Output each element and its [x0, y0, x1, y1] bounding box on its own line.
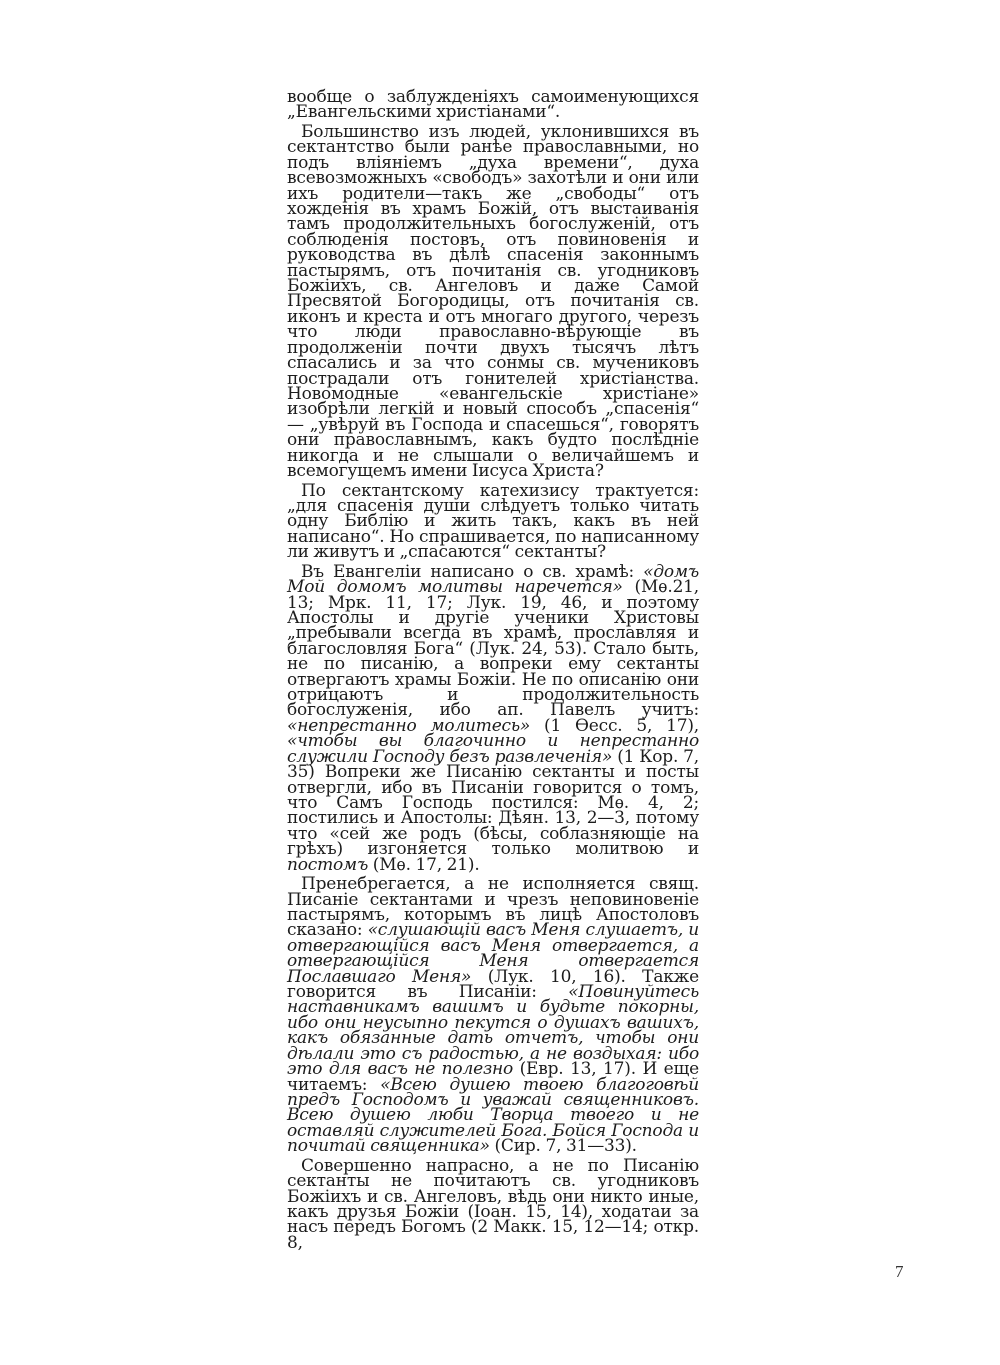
paragraph	[287, 480, 699, 563]
paragraph	[287, 121, 699, 482]
text-run: (1 Ѳесс. 5, 17),	[530, 715, 699, 736]
paragraph	[287, 874, 699, 1157]
text-run: (Мѳ.21, 13; Мрк. 11, 17; Лук. 19, 46, и поэтому Апостолы и другiе ученики Христовы „пребывали всегда въ храмѣ, прославляя и благословляя Бога“ (Лук. 24, 53). Стало быть, не по писанiю, а вопреки ему сектанты отвергаютъ храмы Божiи. Не по описанiю они отрицаютъ и продолжительность богослуженiя, ибо ап. Павелъ учитъ:	[287, 577, 699, 721]
text-run: Совершенно напрасно, а не по Писанiю сектанты не почитаютъ св. угодниковъ Божiихъ и св. Ангеловъ, вѣдь они никто иные, какъ друзья Божiи (Iоан. 15, 14), ходатаи за насъ передъ Богомъ (2 Макк. 15, 12—14; откр. 8,	[287, 1155, 699, 1253]
scripture-quote: «Повинуйтесь наставникамъ вашимъ и будьте покорны, ибо они неусыпно пекутся о душахъ вашихъ, какъ обязанные дать отчетъ, чтобы они дѣлали это съ радостью, а не воздыхая: ибо это для васъ не полезно	[287, 982, 699, 1080]
scripture-quote: постомъ	[287, 854, 369, 875]
text-run: Пренебрегается, а не исполняется свящ. Писанiе сектантами и чрезъ неповиновенiе пастырямъ, которымъ въ лицѣ Апостоловъ сказано:	[287, 874, 699, 941]
text-column	[287, 87, 699, 1255]
text-run: (Лук. 10, 16). Также говорится въ Писанiи:	[287, 966, 699, 1003]
scripture-quote: «Всею душею твоею благоговѣй предъ Господомъ и уважай священниковъ. Всею душею люби Творца твоего и не оставляй служителей Бога. Бойся Господа и почитай священника»	[287, 1074, 699, 1157]
scripture-quote: «слушающiй васъ Меня слушаетъ, и отвергающiйся васъ Меня отвергается, а отвергающiйся Меня отвергается Пославшаго Меня»	[287, 920, 699, 987]
paragraph	[287, 561, 699, 875]
text-run: вообще о заблужденiяхъ самоименующихся „Евангельскими христiанами“.	[287, 87, 699, 123]
text-run: (1 Кор. 7, 35) Вопреки же Писанiю сектанты и посты отвергли, ибо въ Писанiи говорится о томъ, что Самъ Господь постился: Мѳ. 4, 2; постились и Апостолы: Дѣян. 13, 2—3, потому что «сей же родъ (бѣсы, соблазняющiе на грѣхъ) изгоняется только молитвою и	[287, 746, 699, 860]
paragraph	[287, 87, 699, 123]
text-run: По сектантскому катехизису трактуется: „для спасенiя души слѣдуетъ только читать одну Библiю и жить такъ, какъ въ ней написано“. Но спрашивается, по написанному ли живутъ и „спасаются“ сектанты?	[287, 480, 699, 563]
text-run: (Евр. 13, 17). И еще читаемъ:	[287, 1059, 699, 1095]
text-run: (Сир. 7, 31—33).	[489, 1136, 637, 1157]
text-run: Въ Евангелiи написано о св. храмѣ:	[301, 561, 644, 582]
page-number: 7	[895, 1262, 904, 1281]
text-run: (Мѳ. 17, 21).	[368, 854, 480, 875]
scripture-quote: «домъ Мой домомъ молитвы наречется»	[287, 561, 699, 598]
scripture-quote: «непрестанно молитесь»	[287, 715, 531, 736]
paragraph	[287, 1155, 699, 1253]
text-run: Большинство изъ людей, уклонившихся въ сектантство были ранѣе православными, но подъ влiянiемъ „духа времени“, духа всевозможныхъ «свободъ» захотѣли и они или ихъ родители—такъ же „свободы“ отъ хожденiя въ храмъ Божiй, отъ выстаиванiя тамъ продолжительныхъ богослуженiй, отъ соблюденiя постовъ, отъ повиновенiя и руководства въ дѣлѣ спасенiя законнымъ пастырямъ, отъ почитанiя св. угодниковъ Божiихъ, св. Ангеловъ и даже Самой Пресвятой Богородицы, отъ почитанiя св. иконъ и креста и отъ многаго другого, черезъ что люди православно-вѣрующiе въ продолженiи почти двухъ тысячъ лѣтъ спасались и за что сонмы св. мучениковъ пострадали отъ гонителей христiанства. Новомодные «евангельскiе христiане» изобрѣли легкiй и новый способъ „спасенiя“ — „увѣруй въ Господа и спасешься“, говорятъ они православнымъ, какъ будто послѣднiе никогда и не слышали о величайшемъ и всемогущемъ имени Iисуса Христа?	[287, 121, 699, 482]
scripture-quote: «чтобы вы благочинно и непрестанно служили Господу безъ развлеченiя»	[287, 731, 699, 767]
